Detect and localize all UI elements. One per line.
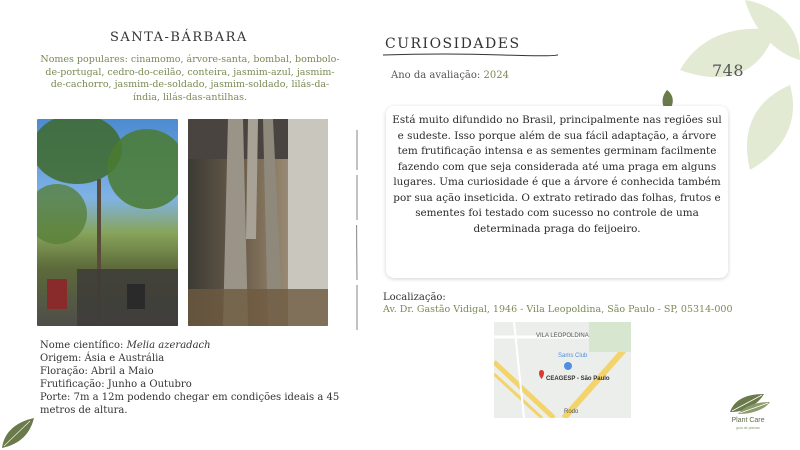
tree-trunk-illustration xyxy=(188,119,328,326)
plant-number-badge: 748 xyxy=(712,61,745,80)
leaf-icon xyxy=(0,414,36,450)
plant-title: SANTA-BÁRBARA xyxy=(110,30,248,45)
year-value: 2024 xyxy=(483,70,509,81)
popular-names-value: cinamomo, árvore-santa, bombal, bombolo-de-portugal, cedro-do-ceilão, conteira, jasmim-azul, jasmim-de-cachorro, jasmim-de-soldado, jasmim-soldado, lilás-da-índia, lilás-das-antilhas. xyxy=(45,54,340,103)
plant-care-logo-icon xyxy=(724,392,774,416)
fruiting-label: Frutificação: xyxy=(40,379,105,390)
tree-trunk-photo xyxy=(188,119,328,326)
evaluation-year xyxy=(391,70,509,81)
curiosities-text: Está muito difundido no Brasil, principalmente nas regiões sul e sudeste. Isso porque além de sua fácil adaptação, a árvore tem frutificação intensa e as sementes germinam facilmente fazendo com que seja considerada até uma praga em alguns lugares. Uma curiosidade é que a árvore é conhecida também por sua ação inseticida. O extrato retirado das folhas, frutos e sementes foi testado com sucesso no controle de uma determinada praga do feijoeiro. xyxy=(392,114,722,235)
scientific-name-value: Melia azeradach xyxy=(126,340,211,351)
size-row xyxy=(40,391,340,417)
map-district-label: VILA LEOPOLDINA xyxy=(536,333,589,339)
tree-canopy-photo xyxy=(37,119,178,326)
map-place-label: CEAGESP - São Paulo xyxy=(546,376,610,382)
location-map[interactable] xyxy=(494,322,631,418)
location-address: Av. Dr. Gastão Vidigal, 1946 - Vila Leopoldina, São Paulo - SP, 05314-000 xyxy=(383,304,733,315)
tree-canopy-illustration xyxy=(37,119,178,326)
logo-tagline: guia de plantas xyxy=(736,426,760,430)
origin-value: Ásia e Austrália xyxy=(84,353,165,364)
plant-details xyxy=(40,339,340,417)
column-divider xyxy=(356,30,358,430)
flowering-label: Floração: xyxy=(40,366,88,377)
size-label: Porte: xyxy=(40,392,71,403)
popular-names-label: Nomes populares: xyxy=(40,54,128,65)
flowering-row xyxy=(40,365,340,378)
scientific-name-label: Nome científico: xyxy=(40,340,124,351)
origin-label: Origem: xyxy=(40,353,82,364)
year-label: Ano da avaliação: xyxy=(391,70,481,81)
logo-name: Plant Care xyxy=(731,417,765,424)
curiosities-underline xyxy=(383,52,558,58)
flowering-value: Abril a Maio xyxy=(91,366,154,377)
fruiting-row xyxy=(40,378,340,391)
size-value: 7m a 12m podendo chegar em condições ideais a 45 metros de altura. xyxy=(40,392,340,416)
map-store-label: Sams Club xyxy=(558,353,588,359)
location-label: Localização: xyxy=(383,292,446,303)
fruiting-value: Junho a Outubro xyxy=(107,379,192,390)
curiosities-title: CURIOSIDADES xyxy=(385,36,521,52)
scientific-name-row xyxy=(40,339,340,352)
popular-names xyxy=(40,54,340,104)
map-road-label: Rodo xyxy=(564,409,579,415)
origin-row xyxy=(40,352,340,365)
